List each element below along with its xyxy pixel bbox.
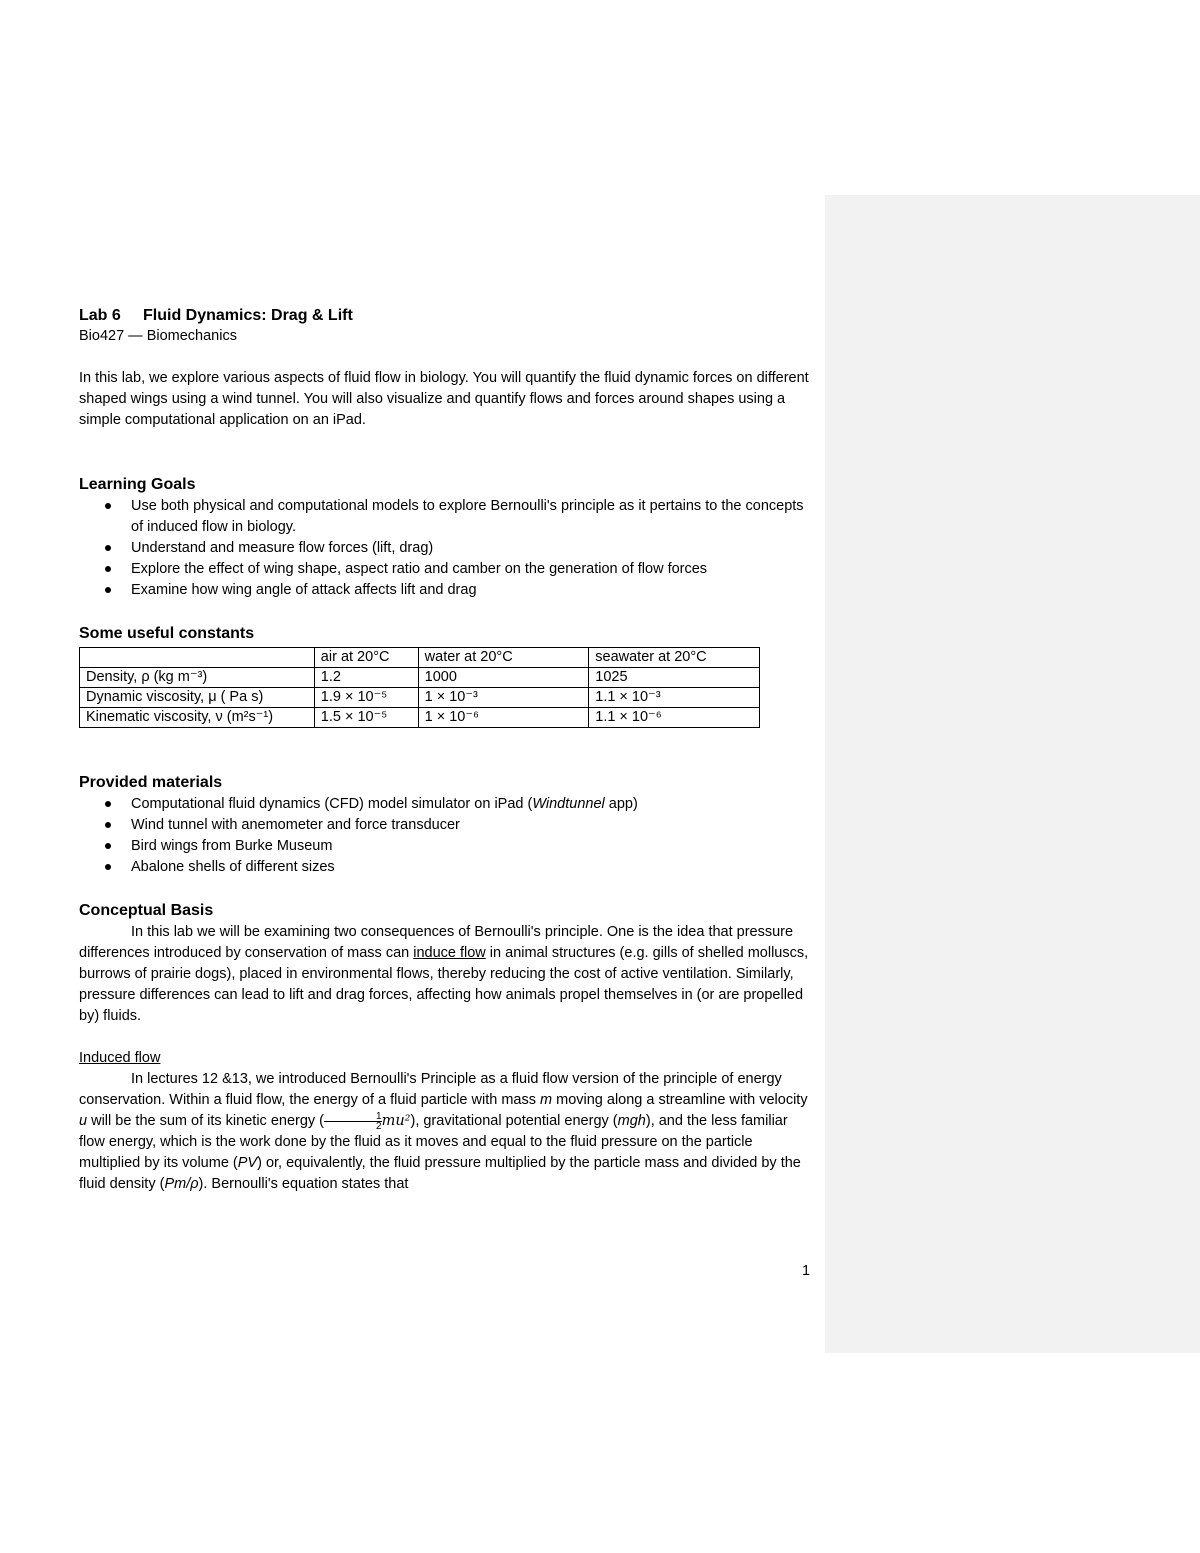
math-var: PV — [237, 1155, 258, 1171]
table-cell: water at 20°C — [418, 648, 589, 668]
table-cell: Kinematic viscosity, ν (m²s⁻¹) — [80, 708, 315, 728]
paragraph-text: ), gravitational potential energy ( — [410, 1113, 618, 1129]
table-cell: 1 × 10⁻⁶ — [418, 708, 589, 728]
list-item: Explore the effect of wing shape, aspect ratio and camber on the generation of flow forces — [131, 559, 809, 580]
paragraph-text: ), and the less familiar flow energy, which is the work done by the fluid as it moves and equal to the fluid pressure on the particle multiplied by its volume ( — [79, 1113, 788, 1171]
math-var: u — [79, 1113, 88, 1129]
table-cell — [80, 648, 315, 668]
paragraph-text: In lectures 12 &13, we introduced Bernoulli's Principle as a fluid flow version of the principle of energy conservation. Within a fluid flow, the energy of a fluid particle with mass — [79, 1071, 782, 1108]
paragraph-text: In this lab we will be examining two consequences of Bernoulli's principle. One is the idea that pressure differences introduced by conservation of mass can — [79, 924, 794, 961]
lab-number: Lab 6 — [79, 307, 121, 324]
table-cell: 1000 — [418, 668, 589, 688]
course-subtitle: Bio427 — Biomechanics — [79, 328, 237, 344]
table-cell: Dynamic viscosity, μ ( Pa s) — [80, 688, 315, 708]
fraction-denominator: 2 — [376, 1120, 382, 1132]
list-item — [131, 794, 809, 815]
list-item: Use both physical and computational models to explore Bernoulli's principle as it pertains to the concepts of induced flow in biology. — [131, 496, 809, 538]
table-header-row — [80, 648, 760, 668]
induced-flow-heading: Induced flow — [79, 1050, 161, 1066]
paragraph-text: ). Bernoulli's equation states that — [198, 1176, 409, 1192]
induced-flow-paragraph — [79, 1069, 809, 1195]
learning-goals-list — [79, 496, 809, 601]
table-cell: air at 20°C — [314, 648, 418, 668]
list-item: Examine how wing angle of attack affects lift and drag — [131, 580, 809, 601]
paragraph-text: in animal structures (e.g. gills of shelled molluscs, burrows of prairie dogs), placed in environmental flows, thereby reducing the cost of active ventilation. Similarly, pressure differences can lead to lift and drag forces, affecting how animals propel themselves in (or are propelled by) fluids. — [79, 945, 809, 1024]
paragraph-text: moving along a streamline with velocity — [552, 1092, 808, 1108]
table-row — [80, 708, 760, 728]
document-body — [79, 306, 809, 1195]
table-cell: Density, ρ (kg m⁻³) — [80, 668, 315, 688]
app-name: Windtunnel — [532, 796, 605, 812]
list-item: Abalone shells of different sizes — [131, 857, 809, 878]
table-row — [80, 668, 760, 688]
math-var: Pm/ρ — [164, 1176, 199, 1192]
intro-paragraph: In this lab, we explore various aspects of fluid flow in biology. You will quantify the fluid dynamic forces on different shaped wings using a wind tunnel. You will also visualize and quantify flows and forces around shapes using a simple computational application on an iPad. — [79, 370, 809, 428]
table-cell: 1 × 10⁻³ — [418, 688, 589, 708]
math-expr: mu² — [381, 1113, 411, 1129]
table-cell: 1.2 — [314, 668, 418, 688]
lab-title: Fluid Dynamics: Drag & Lift — [143, 307, 353, 324]
document-title — [79, 306, 809, 326]
list-item: Bird wings from Burke Museum — [131, 836, 809, 857]
table-cell: 1.1 × 10⁻⁶ — [589, 708, 760, 728]
materials-heading: Provided materials — [79, 774, 223, 791]
paragraph-text: will be the sum of its kinetic energy ( — [87, 1113, 325, 1129]
conceptual-paragraph — [79, 922, 809, 1027]
math-var: m — [540, 1092, 553, 1108]
table-row — [80, 688, 760, 708]
table-cell: 1.9 × 10⁻⁵ — [314, 688, 418, 708]
list-item: Understand and measure flow forces (lift, drag) — [131, 538, 809, 559]
table-cell: 1.5 × 10⁻⁵ — [314, 708, 418, 728]
fraction-numerator: 1 — [324, 1112, 382, 1122]
table-cell: 1.1 × 10⁻³ — [589, 688, 760, 708]
table-cell: 1025 — [589, 668, 760, 688]
fraction — [324, 1112, 382, 1131]
math-var: mgh — [617, 1113, 646, 1129]
list-item-text: Computational fluid dynamics (CFD) model simulator on iPad ( — [131, 796, 533, 812]
conceptual-basis-heading: Conceptual Basis — [79, 902, 214, 919]
paragraph-text: ) or, equivalently, the fluid pressure multiplied by the particle mass and divided by the fluid density ( — [79, 1155, 801, 1192]
learning-goals-heading: Learning Goals — [79, 476, 196, 493]
underlined-term: induce flow — [413, 945, 486, 961]
constants-heading: Some useful constants — [79, 625, 255, 642]
page-number: 1 — [802, 1263, 811, 1279]
table-cell: seawater at 20°C — [589, 648, 760, 668]
list-item: Wind tunnel with anemometer and force transducer — [131, 815, 809, 836]
materials-list — [79, 794, 809, 878]
constants-table — [79, 647, 760, 728]
comment-margin-pane — [825, 195, 1200, 1353]
list-item-text: app) — [604, 796, 638, 812]
